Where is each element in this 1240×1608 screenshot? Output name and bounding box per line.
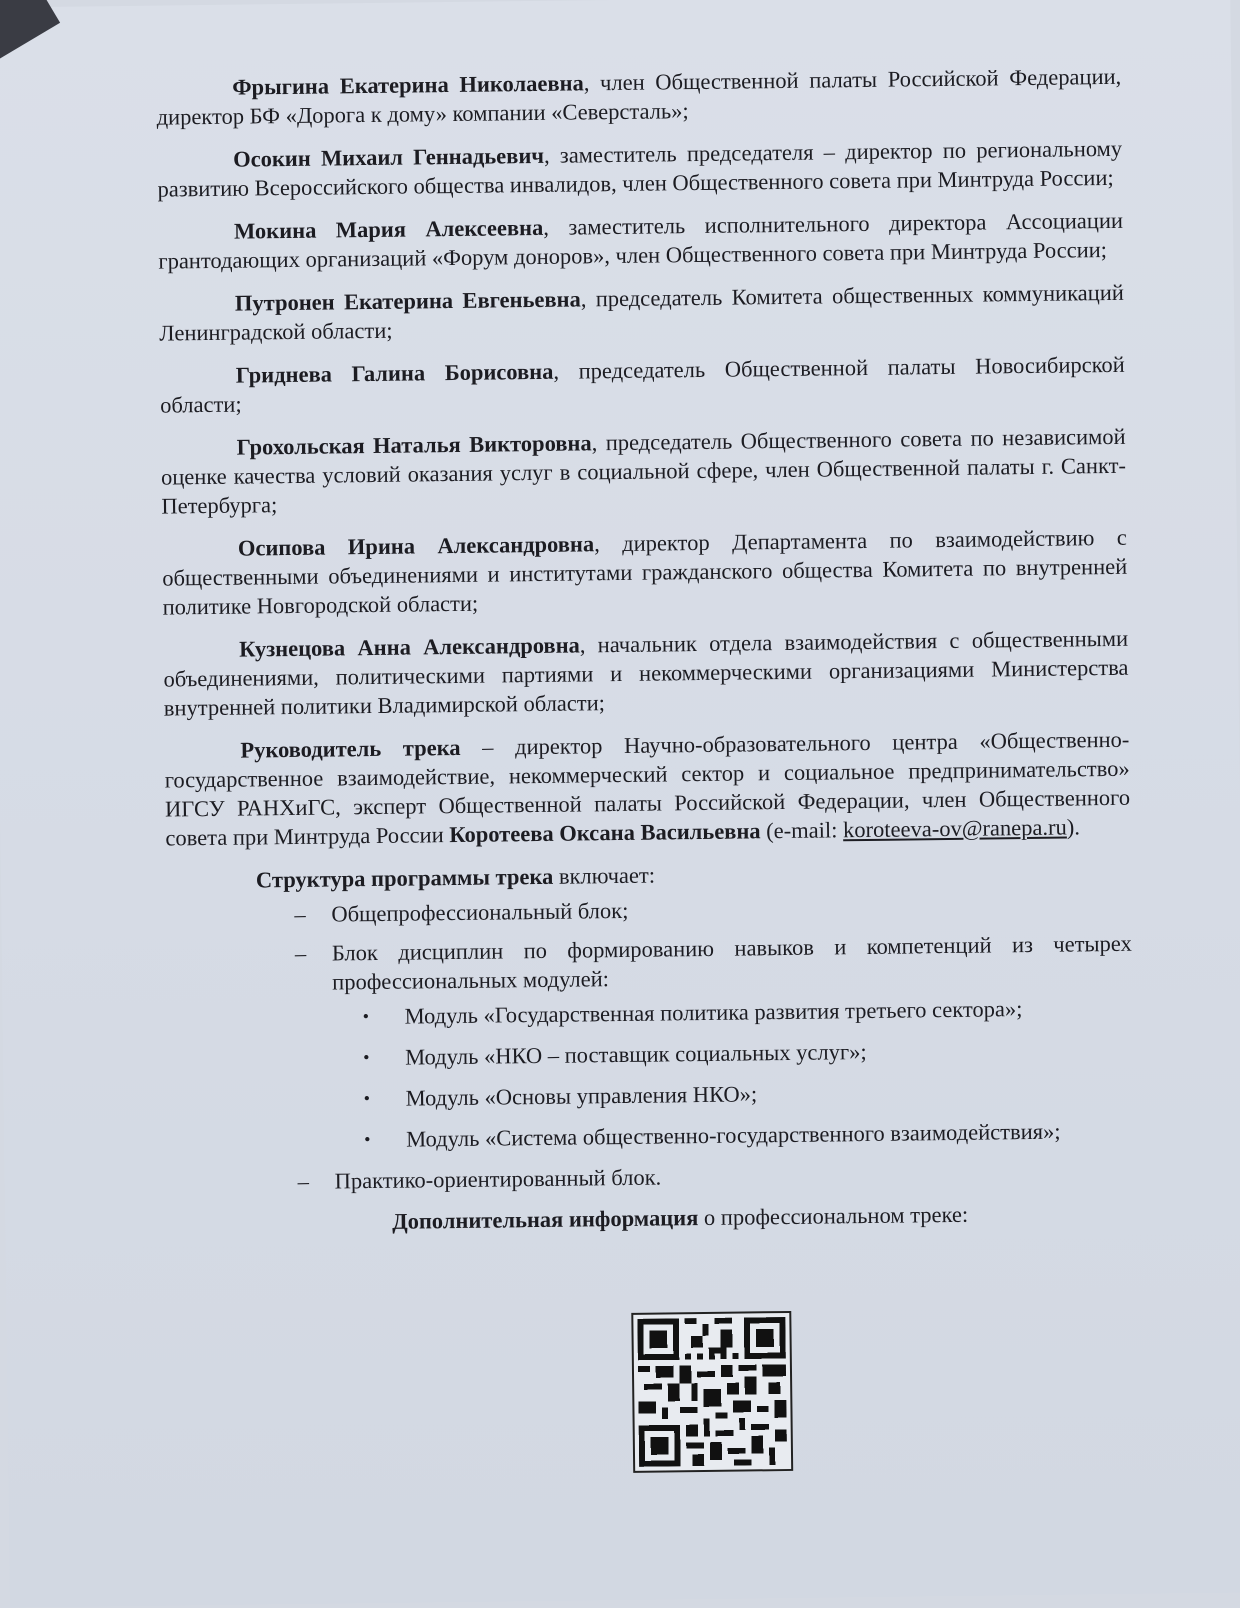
entry-gridneva xyxy=(160,350,1126,420)
entry-name: Путронен Екатерина Евгеньевна xyxy=(234,286,581,316)
entry-desc: , член Общественной палаты Российской Федерации, директор БФ «Дорога к дому» компании «Северсталь»; xyxy=(156,63,1122,130)
entry-kuznetsova xyxy=(163,624,1129,723)
entry-desc: , заместитель председателя – директор по региональному развитию Всероссийского общества инвалидов, член Общественного совета при Минтруда России; xyxy=(157,135,1123,202)
module-item xyxy=(333,1075,1133,1114)
track-lead-entry xyxy=(164,725,1130,853)
dash-marker: – xyxy=(294,940,307,966)
entry-name: Мокина Мария Алексеевна xyxy=(233,214,544,244)
structure-item-text: Общепрофессиональный блок; xyxy=(331,897,629,927)
module-item xyxy=(332,993,1132,1032)
structure-item-text: Блок дисциплин по формированию навыков и компетенций из четырех профессиональных модулей: xyxy=(331,930,1132,995)
bullet-marker: • xyxy=(363,1088,371,1109)
entry-mokina xyxy=(158,206,1124,276)
module-list xyxy=(332,993,1134,1155)
entry-desc: , председатель Комитета общественных коммуникаций Ленинградской области; xyxy=(159,279,1124,346)
structure-heading xyxy=(166,855,1131,896)
bullet-marker: • xyxy=(362,1006,370,1027)
structure-heading-bold: Структура программы трека xyxy=(255,863,554,893)
track-lead-name: Коротеева Оксана Васильевна xyxy=(449,818,761,848)
entry-desc: , председатель Общественного совета по независимой оценке качества условий оказания услуг в социальной сфере, член Общественной палаты г. Санкт-Петербурга; xyxy=(160,423,1127,519)
entry-name: Фрыгина Екатерина Николаевна xyxy=(232,70,584,100)
email-suffix: ). xyxy=(1066,814,1081,840)
entry-grokholskaya xyxy=(160,422,1126,521)
dash-marker: – xyxy=(294,901,306,927)
module-item-text: Модуль «Система общественно-государственного взаимодействия»; xyxy=(405,1118,1061,1152)
qr-code[interactable] xyxy=(631,1311,793,1473)
entry-osipova xyxy=(162,523,1128,622)
bullet-marker: • xyxy=(364,1129,371,1150)
email-prefix: (e-mail: xyxy=(760,817,844,844)
dash-marker: – xyxy=(297,1168,310,1194)
entry-desc: , директор Департамента по взаимодействию с общественными объединениями и институтами гражданского общества Комитета по внутренней политике Новгородской области; xyxy=(162,524,1128,620)
structure-item-text: Практико-ориентированный блок. xyxy=(334,1164,662,1194)
document-body xyxy=(156,62,1135,1261)
page-corner-shadow xyxy=(0,0,60,64)
module-item-text: Модуль «НКО – поставщик социальных услуг»; xyxy=(404,1039,867,1070)
entry-name: Осокин Михаил Геннадьевич xyxy=(232,142,545,172)
module-item-text: Модуль «Основы управления НКО»; xyxy=(405,1081,758,1111)
track-lead-label: Руководитель трека xyxy=(240,734,461,763)
email-link[interactable]: koroteeva-ov@ranepa.ru xyxy=(842,814,1067,843)
structure-list xyxy=(166,890,1135,1198)
structure-item xyxy=(169,1157,1134,1198)
structure-item xyxy=(166,890,1131,931)
qr-code-image xyxy=(637,1317,787,1467)
entry-desc: , начальник отдела взаимодействия с общественными объединениями, политическими партиями и некоммерческими организациями Министерства внутренней политики Владимирской области; xyxy=(163,625,1129,721)
bullet-marker: • xyxy=(363,1047,370,1068)
structure-heading-rest: включает: xyxy=(553,862,656,889)
entry-name: Гриднева Галина Борисовна xyxy=(235,358,554,388)
entry-desc: , заместитель исполнительного директора Ассоциации грантодающих организаций «Форум доноров», член Общественного совета при Минтруда России; xyxy=(158,207,1124,274)
entry-desc: , председатель Общественной палаты Новосибирской области; xyxy=(159,351,1125,418)
structure-item xyxy=(167,929,1135,1157)
track-lead-desc: – директор Научно-образовательного центра «Общественно-государственное взаимодействие, некоммерческий сектор и социальное предпринимательство» ИГСУ РАНХиГС, эксперт Общественной палаты Российской Федерации, член Общественного совета при Минтруда России xyxy=(164,726,1131,851)
entry-name: Осипова Ирина Александровна xyxy=(237,531,595,561)
entry-name: Грохольская Наталья Викторовна xyxy=(236,430,592,460)
entry-frygina xyxy=(156,62,1122,132)
additional-info xyxy=(170,1198,1135,1239)
module-item xyxy=(333,1034,1133,1073)
entry-osokin xyxy=(157,134,1123,204)
additional-info-bold: Дополнительная информация xyxy=(391,1205,699,1234)
entry-putronen xyxy=(159,278,1125,348)
module-item xyxy=(334,1116,1134,1155)
additional-info-rest: о профессиональном треке: xyxy=(698,1201,969,1231)
module-item-text: Модуль «Государственная политика развития третьего сектора»; xyxy=(404,996,1023,1029)
entry-name: Кузнецова Анна Александровна xyxy=(238,632,580,662)
